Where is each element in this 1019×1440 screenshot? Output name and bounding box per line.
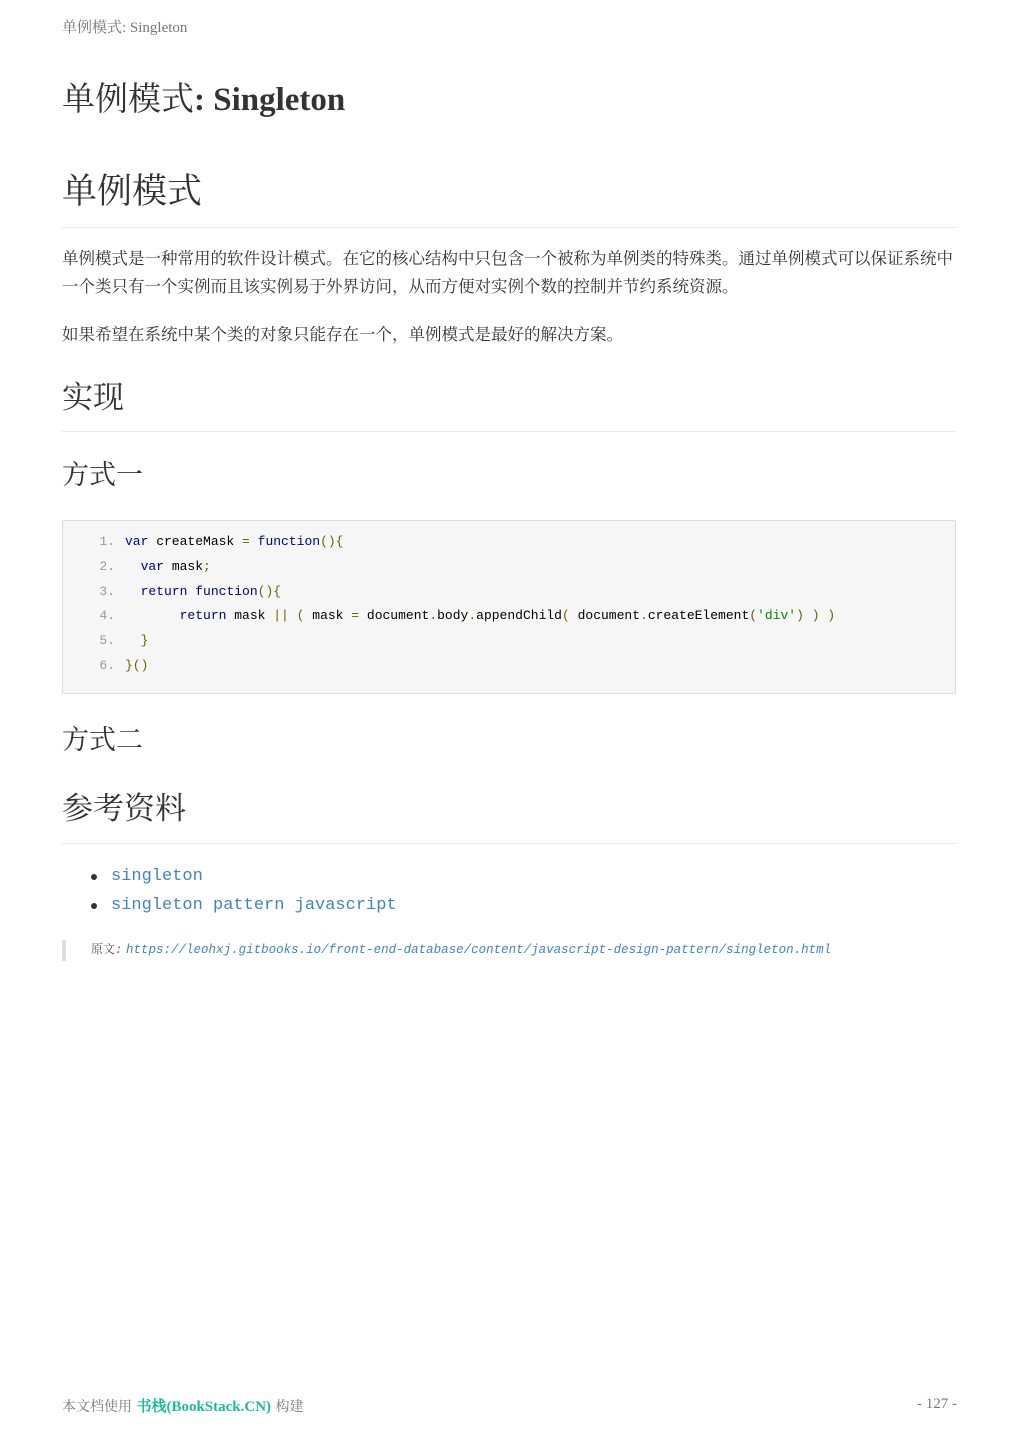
page-title-latin: : Singleton <box>194 82 346 118</box>
page-title <box>62 76 345 123</box>
code-block <box>62 520 956 694</box>
code-line: 2. var mask; <box>63 555 211 579</box>
footer-credit <box>62 1395 304 1416</box>
subsection-heading-method-1: 方式一 <box>62 460 143 491</box>
code-line: 5. } <box>63 629 148 653</box>
heading-divider <box>62 843 956 844</box>
footer-suffix: 构建 <box>275 1399 304 1415</box>
footer-prefix: 本文档使用 <box>62 1399 132 1415</box>
line-number: 1. <box>99 534 115 549</box>
reference-link-singleton-pattern-javascript[interactable]: singleton pattern javascript <box>111 896 397 915</box>
bullet-icon <box>91 874 97 880</box>
line-number: 4. <box>99 608 115 623</box>
section-heading-references: 参考资料 <box>62 791 186 827</box>
list-item <box>111 862 397 891</box>
source-link[interactable]: https://leohxj.gitbooks.io/front-end-database/content/javascript-design-pattern/singleton.html <box>126 943 832 957</box>
code-line: 4. return mask || ( mask = document.body.appendChild( document.createElement('div') ) ) <box>63 604 835 628</box>
line-number: 3. <box>99 584 115 599</box>
line-number: 6. <box>99 658 115 673</box>
section-heading-singleton: 单例模式 <box>62 172 203 212</box>
reference-list <box>62 862 397 920</box>
page-title-cjk: 单例模式 <box>62 79 194 118</box>
intro-paragraph-1: 单例模式是一种常用的软件设计模式。在它的核心结构中只包含一个被称为单例类的特殊类。通过单例模式可以保证系统中一个类只有一个实例而且该实例易于外界访问，从而方便对实例个数的控制并节约系统资源。 <box>62 249 953 296</box>
heading-divider <box>62 431 956 432</box>
code-line: 6. }() <box>63 654 148 678</box>
subsection-heading-method-2: 方式二 <box>62 725 143 756</box>
heading-divider <box>62 227 956 228</box>
source-blockquote <box>62 940 831 961</box>
source-label: 原文 <box>91 942 116 956</box>
code-line: 1. var createMask = function(){ <box>63 530 343 554</box>
bullet-icon <box>91 903 97 909</box>
line-number: 5. <box>99 633 115 648</box>
list-item <box>111 891 397 920</box>
running-header: 单例模式: Singleton <box>62 20 188 36</box>
source-colon: : <box>115 943 123 957</box>
page-number: - 127 - <box>917 1396 957 1412</box>
code-line: 3. return function(){ <box>63 580 281 604</box>
section-heading-implementation: 实现 <box>62 380 124 416</box>
intro-paragraph-2: 如果希望在系统中某个类的对象只能存在一个，单例模式是最好的解决方案。 <box>62 325 623 344</box>
line-number: 2. <box>99 559 115 574</box>
reference-link-singleton[interactable]: singleton <box>111 867 203 886</box>
footer-brand-link[interactable]: 书栈(BookStack.CN) <box>136 1399 272 1415</box>
